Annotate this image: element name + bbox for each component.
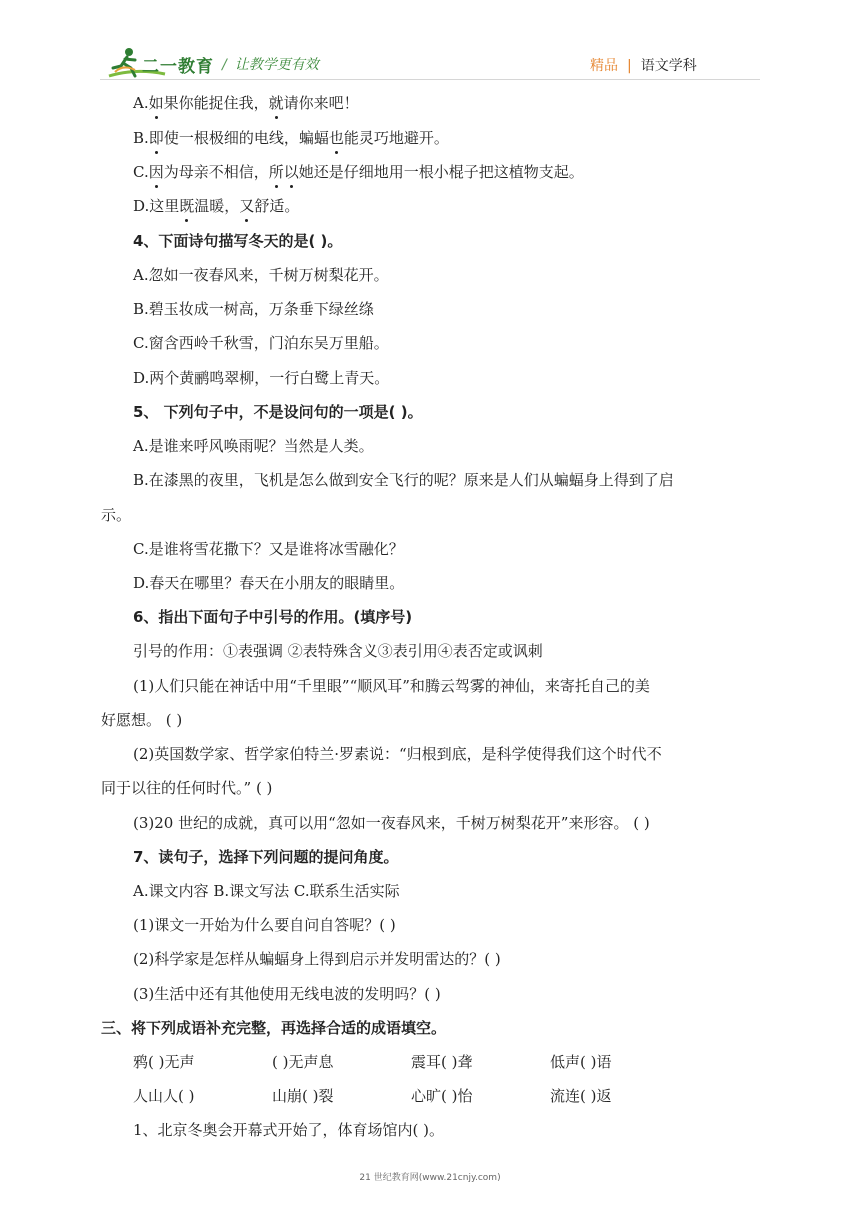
dotted-char: 既: [179, 197, 195, 215]
q4-option-d: D.两个黄鹂鸣翠柳，一行白鹭上青天。: [133, 369, 390, 387]
q3-option-b: [133, 128, 449, 148]
idiom-3: 震耳( )聋: [411, 1053, 473, 1071]
q4-option-a: A.忽如一夜春风来，千树万树梨花开。: [133, 266, 389, 284]
q4-option-c: C.窗含西岭千秋雪，门泊东吴万里船。: [133, 334, 389, 352]
option-text: 她还是仔细地用一根小棍子把这植物支起。: [298, 163, 584, 181]
q3-option-d: [133, 196, 299, 216]
option-label: D.: [133, 197, 150, 215]
option-text: 请你来吧！: [283, 94, 359, 112]
q4-title: 4、下面诗句描写冬天的是( )。: [133, 232, 343, 250]
option-text: 舒适。: [254, 197, 300, 215]
idiom-7: 心旷( )怡: [411, 1087, 473, 1105]
idiom-5: 人山人( ): [133, 1087, 195, 1105]
dotted-char: 以: [283, 163, 299, 181]
q7-choices: A.课文内容 B.课文写法 C.联系生活实际: [133, 882, 400, 900]
header-rule: [100, 79, 760, 80]
idiom-2: ( )无声息: [272, 1053, 334, 1071]
q4-option-b: B.碧玉妆成一树高，万条垂下绿丝绦: [133, 300, 374, 318]
q6-item1-line1: (1)人们只能在神话中用“千里眼”“顺风耳”和腾云驾雾的神仙，来寄托自己的美: [133, 677, 650, 695]
option-text: 能灵巧地避开。: [343, 129, 449, 147]
idiom-8: 流连( )返: [550, 1087, 612, 1105]
idiom-6: 山崩( )裂: [272, 1087, 334, 1105]
dotted-char: 所: [268, 163, 284, 181]
option-text: 使一根极细的电线，蝙蝠: [163, 129, 329, 147]
q6-item3: (3)20 世纪的成就，真可以用“忽如一夜春风来，千树万树梨花开”来形容。 ( ): [133, 814, 650, 832]
q5-title: 5、 下列句子中，不是设问句的一项是( )。: [133, 403, 423, 421]
page-footer: 21 世纪教育网(www.21cnjy.com): [359, 1173, 501, 1183]
idiom-4: 低声( )语: [550, 1053, 612, 1071]
idiom-1: 鸦( )无声: [133, 1053, 195, 1071]
q3-option-a: [133, 93, 359, 113]
subject-label: 语文学科: [640, 58, 697, 74]
q5-option-c: C.是谁将雪花撒下？又是谁将冰雪融化？: [133, 540, 404, 558]
dotted-char: 又: [239, 197, 255, 215]
page-header: [0, 0, 860, 80]
q5-option-b-line2: 示。: [101, 506, 132, 524]
q5-option-b-line1: B.在漆黑的夜里，飞机是怎么做到安全飞行的呢？原来是人们从蝙蝠身上得到了启: [133, 471, 674, 489]
q7-title: 7、读句子，选择下列问题的提问角度。: [133, 848, 399, 866]
slogan-divider: /: [222, 57, 227, 73]
q7-item1: (1)课文一开始为什么要自问自答呢？( ): [133, 916, 396, 934]
option-text: 这里: [149, 197, 180, 215]
logo-text: 二一教育: [142, 57, 214, 77]
header-slogan: [222, 54, 319, 74]
q5-option-d: D.春天在哪里？春天在小朋友的眼睛里。: [133, 574, 405, 592]
option-text: 为母亲不相信，: [163, 163, 269, 181]
option-label: B.: [133, 129, 149, 147]
dotted-char: 如: [148, 94, 164, 112]
q5-option-a: A.是谁来呼风唤雨呢？当然是人类。: [133, 437, 374, 455]
q6-item2-line2: 同于以往的任何时代。” ( ): [101, 779, 273, 797]
q3-option-c: [133, 162, 584, 182]
dotted-char: 就: [268, 94, 284, 112]
section3-title: 三、将下列成语补充完整，再选择合适的成语填空。: [101, 1019, 447, 1037]
option-text: 温暖，: [194, 197, 240, 215]
q7-item3: (3)生活中还有其他使用无线电波的发明吗？( ): [133, 985, 441, 1003]
dotted-char: 也: [328, 129, 344, 147]
q6-title: 6、指出下面句子中引号的作用。(填序号): [133, 608, 413, 626]
q6-item1-line2: 好愿想。 ( ): [101, 711, 183, 729]
option-label: C.: [133, 163, 149, 181]
option-label: A.: [133, 94, 149, 112]
quality-label: 精品: [590, 58, 618, 74]
q7-item2: (2)科学家是怎样从蝙蝠身上得到启示并发明雷达的？( ): [133, 950, 501, 968]
header-subject: [590, 55, 697, 75]
dotted-char: 因: [148, 163, 164, 181]
option-text: 果你能捉住我，: [163, 94, 269, 112]
dotted-char: 即: [148, 129, 164, 147]
q6-item2-line1: (2)英国数学家、哲学家伯特兰·罗素说：“归根到底，是科学使得我们这个时代不: [133, 745, 662, 763]
slogan-text: 让教学更有效: [234, 57, 319, 73]
q6-legend: 引号的作用：①表强调 ②表特殊含义③表引用④表否定或讽刺: [133, 642, 543, 660]
header-separator: |: [627, 58, 632, 74]
section3-fill1: 1、北京冬奥会开幕式开始了，体育场馆内( )。: [133, 1121, 445, 1139]
